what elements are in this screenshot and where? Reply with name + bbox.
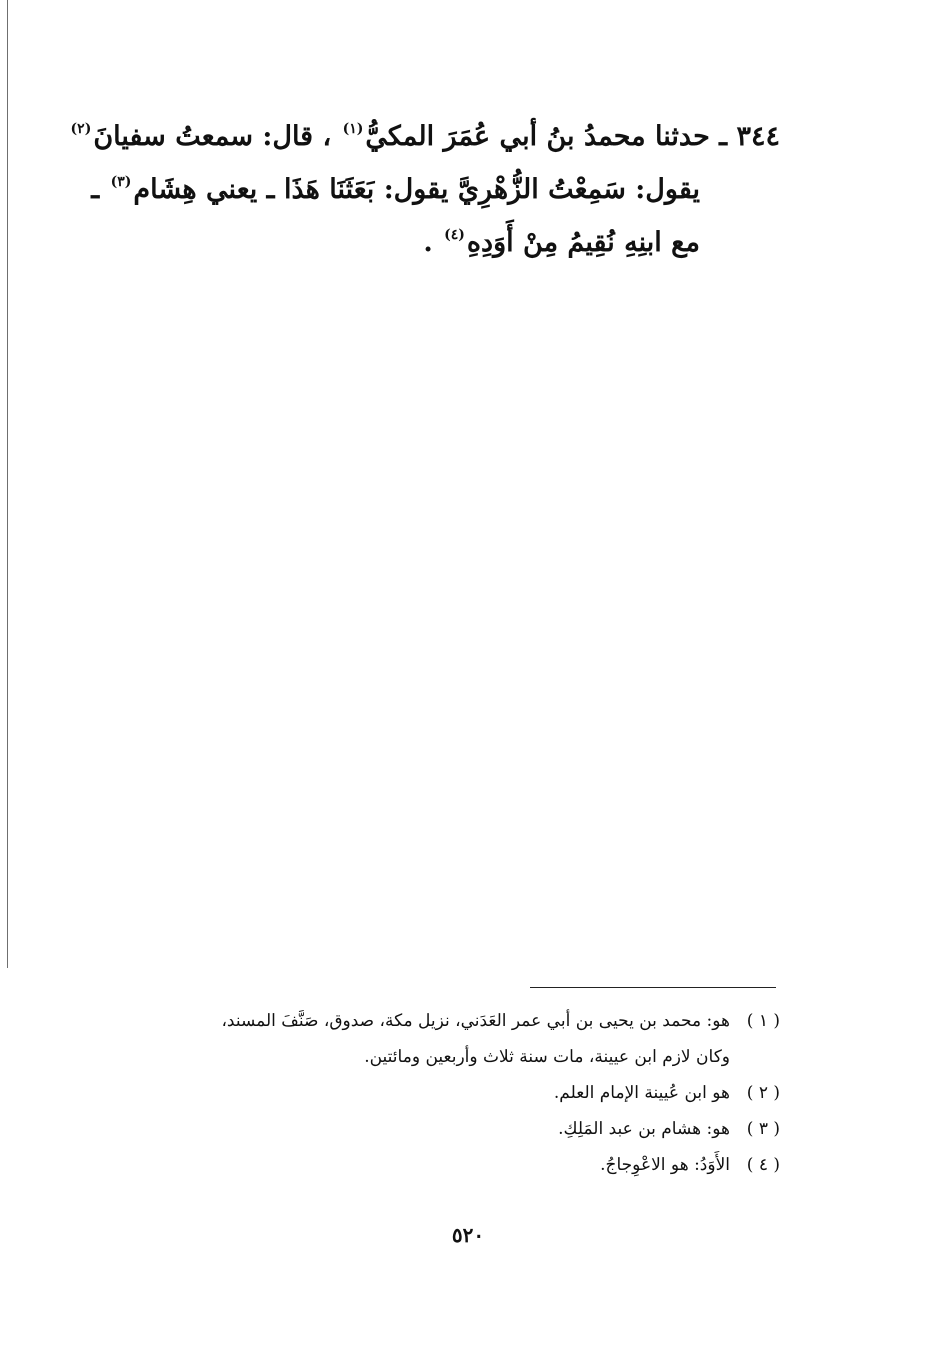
footnote-2	[95, 1075, 780, 1111]
hadith-line-1	[70, 110, 780, 163]
footnote-continuation: وكان لازم ابن عيينة، مات سنة ثلاث وأربعين ومائتين.	[364, 1047, 730, 1067]
hadith-line-3	[95, 216, 780, 269]
footnote-number: ( ٢ )	[746, 1083, 780, 1103]
hadith-line-1-start: ٣٤٤ ـ حدثنا محمدُ بنُ أبي عُمَرَ المكيُّ	[365, 121, 780, 152]
footnotes	[95, 1003, 780, 1183]
footnote-marker-3: (٣)	[110, 174, 132, 190]
footnote-number: ( ٤ )	[746, 1155, 780, 1175]
footnote-marker-4: (٤)	[444, 227, 465, 243]
footnote-text: هو: هشام بن عبد المَلِكِ.	[558, 1119, 730, 1139]
footnote-text: الأَوَدُ: هو الاعْوِجاجُ.	[600, 1155, 730, 1175]
footnote-number: ( ١ )	[746, 1011, 780, 1031]
hadith-line-2-start: يقول: سَمِعْتُ الزُّهْرِيَّ يقول: بَعَثَنَا هَذَا ـ يعني هِشَام	[133, 174, 700, 205]
hadith-line-2	[91, 163, 780, 216]
footnote-4	[95, 1147, 780, 1183]
hadith-line-3-end: .	[423, 227, 433, 258]
hadith-line-3-start: مع ابنِهِ نُقِيمُ مِنْ أَوَدِهِ	[466, 227, 700, 258]
footnote-1	[95, 1003, 780, 1075]
footnote-3	[95, 1111, 780, 1147]
hadith-line-1-end: ، قال: سمعتُ سفيانَ	[93, 121, 332, 152]
hadith-text	[70, 110, 780, 269]
footnote-marker-2: (٢)	[70, 121, 92, 137]
page-number: ٥٢٠	[451, 1223, 485, 1247]
page-edge-line	[7, 0, 8, 968]
footnote-separator	[530, 987, 776, 988]
footnote-number: ( ٣ )	[746, 1119, 780, 1139]
footnote-marker-1: (١)	[342, 121, 364, 137]
hadith-line-2-end: ـ	[91, 174, 100, 205]
footnote-text: هو ابن عُيينة الإمام العلم.	[553, 1083, 730, 1103]
footnote-text: هو: محمد بن يحيى بن أبي عمر العَدَني، نزيل مكة، صدوق، صَنَّفَ المسند،	[221, 1011, 730, 1031]
